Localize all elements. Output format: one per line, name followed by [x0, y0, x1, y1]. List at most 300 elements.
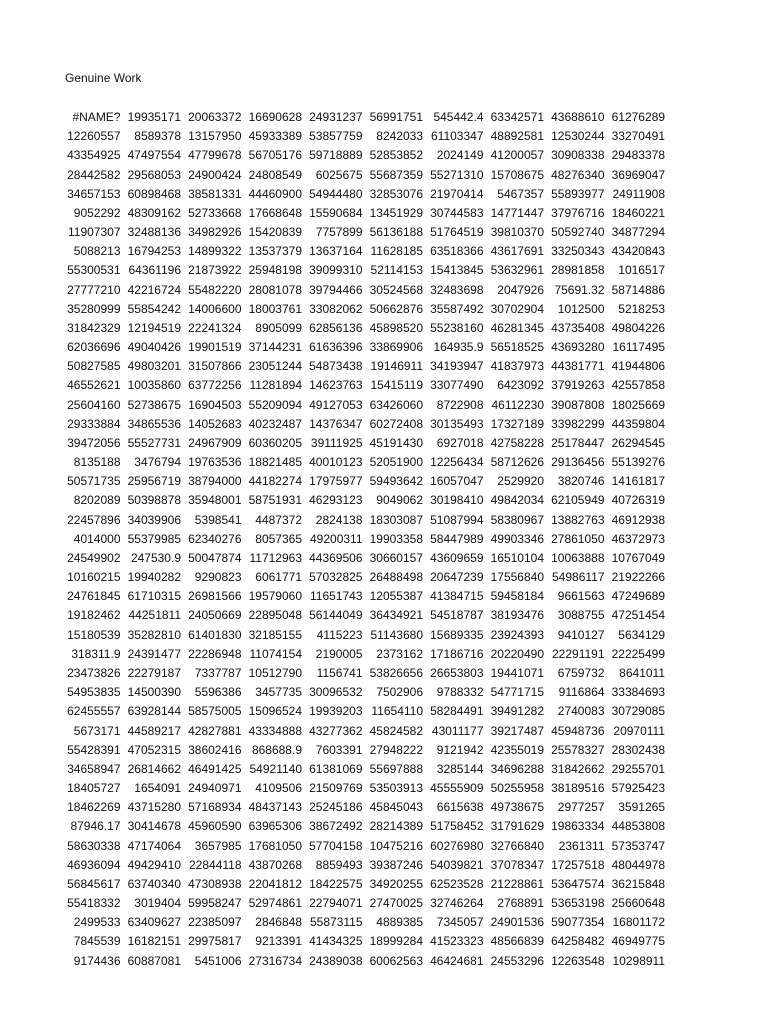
table-cell: 58380967	[490, 512, 544, 527]
table-cell: 56144049	[309, 608, 363, 623]
table-row	[60, 166, 665, 185]
table-cell: 39491282	[490, 704, 544, 719]
table-cell: 24900424	[188, 167, 242, 182]
table-cell: 4487372	[255, 512, 302, 527]
table-cell: 14006600	[188, 301, 242, 316]
table-cell: 35280999	[67, 301, 121, 316]
table-cell: 63928144	[127, 704, 181, 719]
table-cell: 14500390	[127, 685, 181, 700]
table-cell: 22844118	[189, 857, 242, 872]
table-cell: 62105949	[551, 493, 605, 508]
table-cell: 24911908	[612, 186, 665, 201]
table-cell: 59958247	[188, 896, 242, 911]
table-cell: 50571735	[67, 474, 121, 489]
table-cell: 868688.9	[251, 742, 302, 757]
table-cell: 3476794	[134, 455, 181, 470]
table-cell: 44359804	[611, 416, 665, 431]
table-cell: 43715280	[127, 800, 181, 815]
table-cell: 59493642	[369, 474, 423, 489]
table-cell: 61401830	[188, 627, 242, 642]
table-cell: 54921140	[249, 761, 302, 776]
table-cell: 14052683	[188, 416, 242, 431]
table-cell: 52738675	[127, 397, 181, 412]
table-cell: 58714886	[611, 282, 665, 297]
table-cell: 38581331	[188, 186, 242, 201]
table-row	[60, 108, 665, 127]
table-cell: 55687359	[369, 167, 423, 182]
table-cell: 11654110	[371, 704, 423, 719]
table-cell: 63426060	[369, 397, 423, 412]
table-cell: 8641011	[619, 665, 665, 680]
table-cell: 55482220	[188, 282, 242, 297]
table-row	[60, 894, 665, 913]
table-cell: 87946.17	[70, 819, 121, 834]
table-cell: 7603391	[315, 742, 363, 757]
table-cell: 38794000	[188, 474, 242, 489]
table-cell: 54873438	[309, 359, 363, 374]
table-row	[60, 396, 665, 415]
table-row	[60, 798, 665, 817]
table-cell: 34696288	[490, 761, 544, 776]
table-cell: 30660157	[369, 550, 423, 565]
table-cell: 25660648	[611, 896, 665, 911]
table-cell: 40726319	[611, 493, 665, 508]
table-cell: 21509769	[309, 781, 363, 796]
table-cell: 31842329	[67, 320, 121, 335]
table-cell: 14899322	[188, 244, 242, 259]
table-cell: 22286948	[188, 646, 242, 661]
table-cell: 32185155	[248, 627, 302, 642]
table-cell: 24553296	[490, 953, 544, 968]
table-cell: 7502906	[376, 685, 423, 700]
table-row	[60, 606, 665, 625]
table-cell: 12263548	[551, 953, 605, 968]
table-cell: 24940971	[188, 781, 242, 796]
table-cell: 53653198	[551, 896, 605, 911]
table-cell: 55697888	[369, 761, 423, 776]
table-cell: 55209094	[248, 397, 302, 412]
table-cell: 39087808	[551, 397, 605, 412]
table-cell: 47052315	[127, 742, 181, 757]
table-cell: 3457735	[255, 685, 302, 700]
table-cell: 44460900	[248, 186, 302, 201]
table-cell: 5596386	[194, 685, 242, 700]
table-cell: 48892581	[490, 129, 544, 144]
table-cell: 22457896	[67, 512, 121, 527]
table-cell: 6423092	[497, 378, 544, 393]
table-cell: 2977257	[557, 800, 605, 815]
table-cell: 56136188	[369, 225, 423, 240]
table-row	[60, 875, 665, 894]
table-cell: 62455557	[67, 704, 121, 719]
table-cell: 2361311	[558, 838, 605, 853]
table-cell: 17668648	[248, 205, 302, 220]
table-cell: 12256434	[430, 455, 484, 470]
table-cell: 75691.32	[554, 282, 605, 297]
table-cell: 34920255	[369, 876, 423, 891]
table-cell: 2846848	[255, 915, 302, 930]
table-cell: 17975977	[309, 474, 363, 489]
table-row	[60, 587, 665, 606]
table-cell: 38602416	[188, 742, 242, 757]
table-cell: 19441071	[490, 665, 544, 680]
table-cell: 33270491	[611, 129, 665, 144]
table-cell: 19940282	[127, 570, 181, 585]
table-row	[60, 932, 665, 951]
table-cell: 58447989	[430, 531, 484, 546]
table-cell: 34039906	[127, 512, 181, 527]
table-cell: 34193947	[430, 359, 484, 374]
table-cell: 35282810	[127, 627, 181, 642]
table-cell: 33384693	[611, 685, 665, 700]
table-cell: 27948222	[369, 742, 423, 757]
table-cell: 54944480	[309, 186, 363, 201]
table-cell: 52114153	[370, 263, 423, 278]
table-cell: 20970111	[613, 723, 665, 738]
table-cell: 63965306	[248, 819, 302, 834]
table-cell: 32853076	[369, 186, 423, 201]
table-cell: 54953835	[67, 685, 121, 700]
table-cell: 23473826	[67, 665, 121, 680]
table-cell: 9174436	[73, 953, 121, 968]
table-cell: 40232487	[248, 416, 302, 431]
table-cell: 61710315	[127, 589, 181, 604]
table-cell: 11712963	[249, 550, 302, 565]
table-cell: 19901519	[188, 340, 242, 355]
table-cell: 10767049	[611, 550, 665, 565]
table-cell: 50047874	[188, 550, 242, 565]
table-cell: 24391477	[127, 646, 181, 661]
table-cell: 28442582	[67, 167, 121, 182]
table-cell: 6025675	[315, 167, 363, 182]
table-cell: 50662876	[369, 301, 423, 316]
table-cell: 16801172	[612, 915, 665, 930]
table-cell: 33982299	[551, 416, 605, 431]
table-cell: 61103347	[431, 129, 484, 144]
table-cell: 47174064	[127, 838, 181, 853]
table-cell: 52853852	[369, 148, 423, 163]
table-cell: 22385097	[188, 915, 242, 930]
table-cell: 5673171	[73, 723, 121, 738]
table-cell: 63740340	[127, 876, 181, 891]
table-cell: 7345057	[436, 915, 484, 930]
table-cell: 24808549	[248, 167, 302, 182]
table-cell: 13637164	[309, 244, 363, 259]
table-cell: 43420843	[611, 244, 665, 259]
table-cell: 12055387	[369, 589, 423, 604]
table-cell: 62856136	[309, 320, 363, 335]
table-cell: 17327189	[490, 416, 544, 431]
table-cell: 18405727	[67, 781, 121, 796]
table-cell: 39387246	[369, 857, 423, 872]
table-cell: 8057365	[255, 531, 302, 546]
data-table	[60, 108, 665, 971]
table-cell: 49738675	[490, 800, 544, 815]
table-cell: 16057047	[430, 474, 484, 489]
table-cell: 22895048	[248, 608, 302, 623]
table-cell: 26653803	[430, 665, 484, 680]
table-cell: 45845043	[369, 800, 423, 815]
table-cell: 28981858	[551, 263, 605, 278]
table-cell: 14623763	[309, 378, 363, 393]
table-cell: 38672492	[309, 819, 363, 834]
table-cell: 38189516	[551, 781, 605, 796]
table-cell: 9213391	[255, 934, 302, 949]
table-cell: 4115223	[316, 627, 363, 642]
table-cell: 19579060	[248, 589, 302, 604]
table-cell: 8202089	[73, 493, 121, 508]
table-cell: 20647239	[430, 570, 484, 585]
table-cell: 13537379	[248, 244, 302, 259]
table-cell: 49842034	[490, 493, 544, 508]
table-row	[60, 453, 665, 472]
table-cell: 15415119	[370, 378, 423, 393]
table-cell: 24901536	[490, 915, 544, 930]
table-cell: 22241324	[188, 320, 242, 335]
table-row	[60, 376, 665, 395]
table-cell: 11074154	[249, 646, 302, 661]
table-cell: 55527731	[127, 435, 181, 450]
table-cell: 43609659	[430, 550, 484, 565]
table-cell: 15180539	[67, 627, 121, 642]
table-cell: 13882763	[551, 512, 605, 527]
table-cell: 57704158	[309, 838, 363, 853]
table-cell: 43693280	[551, 340, 605, 355]
table-cell: 30414678	[127, 819, 181, 834]
table-cell: 62340276	[188, 531, 242, 546]
table-cell: 41837973	[490, 359, 544, 374]
table-cell: 48437143	[248, 800, 302, 815]
table-cell: 5398541	[194, 512, 242, 527]
table-cell: 15096524	[248, 704, 302, 719]
table-row	[60, 261, 665, 280]
table-cell: 50255958	[490, 781, 544, 796]
table-cell: 19903358	[369, 531, 423, 546]
table-cell: 56705176	[248, 148, 302, 163]
table-cell: 25604160	[67, 397, 121, 412]
table-cell: 35587492	[430, 301, 484, 316]
table-cell: 22225499	[611, 646, 665, 661]
table-cell: 22041812	[248, 876, 302, 891]
table-cell: 18999284	[369, 934, 423, 949]
table-cell: 51764519	[430, 225, 484, 240]
table-cell: 34658947	[67, 761, 121, 776]
table-cell: 2024149	[436, 148, 484, 163]
table-cell: 6615638	[436, 800, 484, 815]
table-cell: 44251811	[128, 608, 181, 623]
table-cell: 19182462	[67, 608, 121, 623]
table-cell: 33250343	[551, 244, 605, 259]
table-cell: 13157950	[188, 129, 242, 144]
table-cell: 42758228	[490, 435, 544, 450]
table-cell: 54986117	[552, 570, 605, 585]
table-cell: 24761845	[67, 589, 121, 604]
table-cell: 16117495	[612, 340, 665, 355]
table-cell: 28214389	[369, 819, 423, 834]
table-cell: 53503913	[369, 781, 423, 796]
table-cell: 29483378	[611, 148, 665, 163]
table-cell: 5451006	[194, 953, 242, 968]
table-row	[60, 626, 665, 645]
table-cell: 49903346	[490, 531, 544, 546]
table-cell: 10063888	[551, 550, 605, 565]
table-cell: 30198410	[430, 493, 484, 508]
table-cell: 19939203	[309, 704, 363, 719]
table-cell: 5467357	[497, 186, 544, 201]
table-cell: 46936094	[67, 857, 121, 872]
table-cell: 164935.9	[433, 340, 484, 355]
table-cell: 24967909	[188, 435, 242, 450]
table-cell: 25956719	[127, 474, 181, 489]
table-cell: 12260557	[67, 129, 121, 144]
table-cell: 50592740	[551, 225, 605, 240]
table-cell: 21970414	[430, 186, 484, 201]
table-cell: 11651743	[310, 589, 363, 604]
table-cell: 38193476	[490, 608, 544, 623]
table-cell: 43870268	[248, 857, 302, 872]
table-cell: 29333884	[67, 416, 121, 431]
table-cell: 49200311	[310, 531, 363, 546]
table-cell: 1016517	[618, 263, 665, 278]
table-cell: 60276980	[430, 838, 484, 853]
table-cell: 28302438	[611, 742, 665, 757]
table-cell: 49429410	[127, 857, 181, 872]
table-cell: 18003761	[248, 301, 302, 316]
table-cell: 56845617	[67, 876, 121, 891]
table-cell: 21922266	[611, 570, 665, 585]
table-cell: 3088755	[557, 608, 605, 623]
table-row	[60, 338, 665, 357]
table-cell: 318311.9	[71, 646, 121, 661]
table-cell: 48566839	[490, 934, 544, 949]
table-cell: 11281894	[249, 378, 302, 393]
table-cell: 55238160	[430, 320, 484, 335]
table-cell: 47251454	[611, 608, 665, 623]
table-cell: 53632961	[490, 263, 544, 278]
table-cell: 46293123	[309, 493, 363, 508]
table-cell: 4109506	[255, 781, 302, 796]
table-cell: 43011177	[431, 723, 484, 738]
table-cell: 59077354	[551, 915, 605, 930]
table-cell: 39111925	[310, 435, 363, 450]
table-cell: 41384715	[430, 589, 484, 604]
table-cell: 10035860	[127, 378, 181, 393]
table-cell: 18462269	[67, 800, 121, 815]
table-cell: 2824138	[315, 512, 363, 527]
table-row	[60, 434, 665, 453]
table-cell: 19763536	[188, 455, 242, 470]
table-cell: 30702904	[490, 301, 544, 316]
table-cell: 16182151	[127, 934, 181, 949]
table-cell: 58284491	[430, 704, 484, 719]
table-cell: 55139276	[611, 455, 665, 470]
table-cell: 42557858	[611, 378, 665, 393]
table-cell: 59718889	[309, 148, 363, 163]
table-cell: 42216724	[127, 282, 181, 297]
table-cell: 22291191	[552, 646, 605, 661]
table-cell: 24549902	[67, 550, 121, 565]
table-row	[60, 242, 665, 261]
table-cell: 44589217	[127, 723, 181, 738]
table-cell: 31507866	[188, 359, 242, 374]
table-cell: 2373162	[376, 646, 423, 661]
table-row	[60, 300, 665, 319]
table-cell: 55854242	[127, 301, 181, 316]
table-cell: 9788332	[436, 685, 484, 700]
table-cell: 6927018	[436, 435, 484, 450]
table-cell: 3591265	[618, 800, 665, 815]
table-cell: 16794253	[127, 244, 181, 259]
table-cell: 60887081	[127, 953, 181, 968]
table-cell: 9116864	[558, 685, 605, 700]
table-cell: 30096532	[309, 685, 363, 700]
table-row	[60, 204, 665, 223]
table-cell: 8859493	[315, 857, 363, 872]
table-cell: 48044978	[611, 857, 665, 872]
table-cell: 12530244	[551, 129, 605, 144]
table-cell: 10512790	[248, 665, 302, 680]
table-row	[60, 511, 665, 530]
table-cell: 7337787	[194, 665, 242, 680]
table-cell: 43688610	[551, 110, 605, 124]
table-cell: 3285144	[436, 761, 484, 776]
table-cell: 27316734	[248, 953, 302, 968]
table-cell: 29568053	[127, 167, 181, 182]
table-cell: 30135493	[430, 416, 484, 431]
table-row	[60, 415, 665, 434]
table-cell: 48276340	[551, 167, 605, 182]
table-cell: 43277362	[309, 723, 363, 738]
table-cell: 37919263	[551, 378, 605, 393]
table-row	[60, 549, 665, 568]
table-cell: 9290823	[194, 570, 242, 585]
table-cell: 46912938	[611, 512, 665, 527]
table-cell: 54039821	[430, 857, 484, 872]
table-cell: 7757899	[315, 225, 363, 240]
table-row	[60, 319, 665, 338]
table-cell: 42355019	[490, 742, 544, 757]
table-cell: 46949775	[611, 934, 665, 949]
table-cell: 26488498	[369, 570, 423, 585]
table-row	[60, 702, 665, 721]
table-cell: 46424681	[430, 953, 484, 968]
table-cell: 9121942	[436, 742, 484, 757]
table-cell: 4014000	[73, 531, 121, 546]
table-cell: 39810370	[490, 225, 544, 240]
table-cell: 34877294	[611, 225, 665, 240]
table-cell: 2768891	[497, 896, 544, 911]
table-row	[60, 760, 665, 779]
table-cell: 45824582	[369, 723, 423, 738]
table-cell: 55300531	[67, 263, 121, 278]
table-cell: 44369506	[309, 550, 363, 565]
table-row	[60, 568, 665, 587]
table-cell: 8905099	[255, 320, 302, 335]
table-cell: 60272408	[369, 416, 423, 431]
table-cell: 32766840	[490, 838, 544, 853]
table-cell: 41523323	[430, 934, 484, 949]
table-cell: 17681050	[248, 838, 302, 853]
table-cell: 39472056	[67, 435, 121, 450]
table-cell: 36969047	[611, 167, 665, 182]
table-cell: 9052292	[73, 205, 121, 220]
table-cell: 47799678	[188, 148, 242, 163]
table-cell: 25245186	[309, 800, 363, 815]
table-cell: 39794466	[309, 282, 363, 297]
table-cell: 11628185	[370, 244, 423, 259]
table-cell: 58575005	[188, 704, 242, 719]
table-cell: 14771447	[490, 205, 544, 220]
